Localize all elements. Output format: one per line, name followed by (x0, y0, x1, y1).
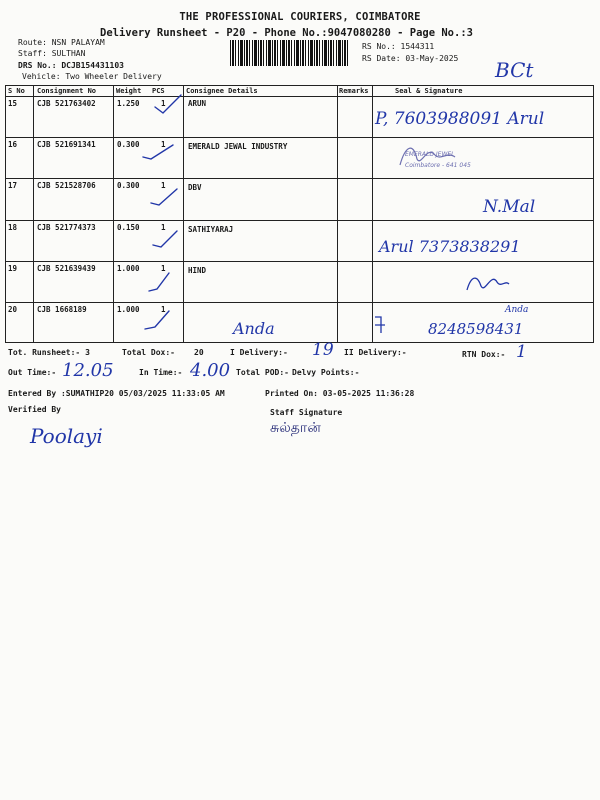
company-stamp: EMERALD JEWEL Coimbatore - 641 045 (405, 151, 471, 169)
tick-mark (151, 189, 177, 205)
in-time-label: In Time:- (139, 368, 183, 377)
runsheet-table: S No Consignment No Weight PCS Consignee Details Remarks Seal & Signature 15 CJB 521763402 1.250 1 ARUN 16 CJB 521691341 0.300 1 EMERALD JEWAL INDUSTRY 17 CJB 521528706 0.300 1 DBV 18 CJB 521774373 0.150 1 SATHIYARAJ 19 CJB 521639439 1.000 1 HIND 20 CJB 1668189 1.000 1 P, 7603988091 Arul N.Mal Arul 7373838291 Anda 8248598431 Anda EMERALD JEWEL Coimbatore - 641 045 (5, 85, 594, 343)
col-consignee: Consignee Details (186, 87, 258, 95)
tick-mark (145, 311, 169, 329)
verified-by-label: Verified By (8, 405, 61, 414)
staff-signature-label: Staff Signature (270, 408, 343, 417)
total-dox-label: Total Dox:- (122, 348, 175, 357)
total-pod-label: Total POD:- (236, 368, 289, 377)
tick-mark (155, 95, 181, 113)
stamp-signature-scribble-icon (395, 137, 475, 173)
i-delivery-label: I Delivery:- (230, 348, 288, 357)
drs-number: DRS No.: DCJB154431103 (18, 61, 124, 70)
rtn-dox-label: RTN Dox:- (462, 350, 506, 359)
signature-row-18: N.Mal (483, 197, 536, 217)
barcode (230, 40, 350, 66)
delvy-points-label: Delvy Points:- (292, 368, 360, 377)
signature-row-19: Arul 7373838291 (379, 237, 521, 256)
printed-on: Printed On: 03-05-2025 11:36:28 (265, 389, 415, 398)
entered-by: Entered By :SUMATHIP20 05/03/2025 11:33:05 AM (8, 389, 225, 398)
out-time-value: 12.05 (62, 360, 114, 381)
tick-mark (143, 145, 173, 159)
rtn-dox-value: 1 (516, 342, 527, 362)
in-time-value: 4.00 (190, 360, 231, 381)
verified-signature: Poolayi (30, 424, 103, 448)
col-sno: S No (8, 87, 25, 95)
tot-runsheet: Tot. Runsheet:- 3 (8, 348, 90, 357)
arrow-mark-icon (373, 315, 389, 335)
handwritten-initials: BCt (495, 58, 534, 82)
vehicle-label: Vehicle: Two Wheeler Delivery (22, 72, 162, 81)
staff-signature: சுல்தான் (270, 420, 321, 436)
tick-mark (149, 273, 169, 291)
rs-number: RS No.: 1544311 (362, 42, 435, 51)
route-label: Route: NSN PALAYAM (18, 38, 105, 47)
staff-label: Staff: SULTHAN (18, 49, 86, 58)
runsheet-subtitle: Delivery Runsheet - P20 - Phone No.:9047080280 - Page No.:3 (100, 27, 473, 39)
handwritten-small-name: Anda (505, 305, 529, 315)
col-pcs: PCS (152, 87, 165, 95)
tick-mark (153, 231, 177, 247)
col-consignment: Consignment No (37, 87, 97, 95)
signature-scribble-icon (463, 268, 513, 298)
document-title: THE PROFESSIONAL COURIERS, COIMBATORE (179, 11, 421, 23)
col-weight: Weight (116, 87, 142, 95)
out-time-label: Out Time:- (8, 368, 57, 377)
rs-date: RS Date: 03-May-2025 (362, 54, 459, 63)
signature-row-15: P, 7603988091 Arul (375, 109, 545, 129)
handwritten-name-row-20: Anda (233, 319, 275, 338)
total-dox-value: 20 (194, 348, 204, 357)
col-seal-signature: Seal & Signature (395, 87, 463, 95)
col-remarks: Remarks (339, 87, 369, 95)
ii-delivery-label: II Delivery:- (344, 348, 407, 357)
handwritten-phone-row-20: 8248598431 (428, 320, 524, 338)
i-delivery-value: 19 (312, 340, 334, 360)
